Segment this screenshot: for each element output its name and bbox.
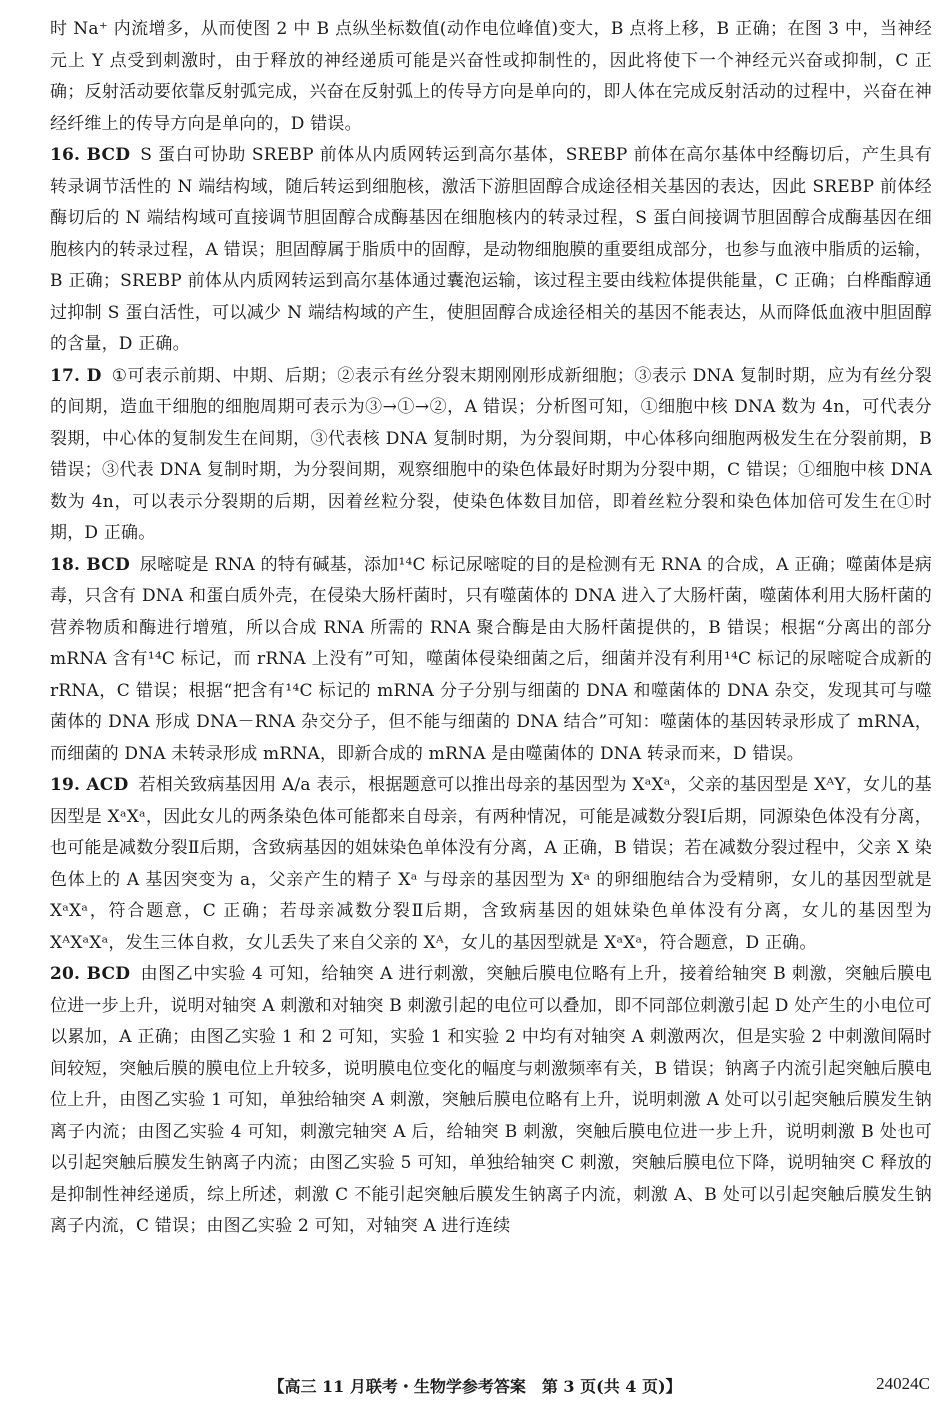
answer-content [50,14,932,1243]
answer-text: 尿嘧啶是 RNA 的特有碱基，添加¹⁴C 标记尿嘧啶的目的是检测有无 RNA 的合成，A 正确；噬菌体是病毒，只含有 DNA 和蛋白质外壳，在侵染大肠杆菌时，只有噬菌体的 DNA 进入了大肠杆菌，噬菌体利用大肠杆菌的营养物质和酶进行增殖，所以合成 RNA 所需的 RNA 聚合酶是由大肠杆菌提供的，B 错误；根据“分离出的部分 mRNA 含有¹⁴C 标记，而 rRNA 上没有”可知，噬菌体侵染细菌之后，细菌并没有利用¹⁴C 标记的尿嘧啶合成新的 rRNA，C 错误；根据“把含有¹⁴C 标记的 mRNA 分子分别与细菌的 DNA 和噬菌体的 DNA 杂交，发现其可与噬菌体的 DNA 形成 DNA－RNA 杂交分子，但不能与细菌的 DNA 结合”可知：噬菌体的基因转录形成了 mRNA，而细菌的 DNA 未转录形成 mRNA，即新合成的 mRNA 是由噬菌体的 DNA 转录而来，D 错误。 [50,554,932,764]
answer-item-18 [50,550,932,771]
answer-item-16 [50,140,932,361]
continuation-paragraph: 时 Na⁺ 内流增多，从而使图 2 中 B 点纵坐标数值(动作电位峰值)变大，B 点将上移，B 正确；在图 3 中，当神经元上 Y 点受到刺激时，由于释放的神经递质可能是兴奋性或抑制性的，因此将使下一个神经元兴奋或抑制，C 正确；反射活动要依靠反射弧完成，兴奋在反射弧上的传导方向是单向的，即人体在完成反射活动的过程中，兴奋在神经纤维上的传导方向是单向的，D 错误。 [50,19,932,134]
answer-number: 20. BCD [50,964,131,984]
page-footer [0,1372,950,1402]
answer-number: 16. BCD [50,145,131,165]
footer-code: 24024C [876,1374,930,1393]
answer-item-17 [50,361,932,550]
answer-text: 由图乙中实验 4 可知，给轴突 A 进行刺激，突触后膜电位略有上升，接着给轴突 B 刺激，突触后膜电位进一步上升，说明对轴突 A 刺激和对轴突 B 刺激引起的电位可以叠加，即不同部位刺激引起 D 处产生的小电位可以累加，A 正确；由图乙实验 1 和 2 可知，实验 1 和实验 2 中均有对轴突 A 刺激两次，但是实验 2 中刺激间隔时间较短，突触后膜的膜电位上升较多，说明膜电位变化的幅度与刺激频率有关，B 错误；钠离子内流引起突触后膜电位上升，由图乙实验 1 可知，单独给轴突 A 刺激，突触后膜电位略有上升，说明刺激 A 处可以引起突触后膜发生钠离子内流；由图乙实验 4 可知，刺激完轴突 A 后，给轴突 B 刺激，突触后膜电位进一步上升，说明刺激 B 处也可以引起突触后膜发生钠离子内流；由图乙实验 5 可知，单独给轴突 C 刺激，突触后膜电位下降，说明轴突 C 释放的是抑制性神经递质，综上所述，刺激 C 不能引起突触后膜发生钠离子内流，刺激 A、B 处可以引起突触后膜发生钠离子内流，C 错误；由图乙实验 2 可知，对轴突 A 进行连续 [50,964,932,1236]
answer-number: 18. BCD [50,554,130,575]
footer-title: 【高三 11 月联考・生物学参考答案 第 3 页(共 4 页)】 [268,1377,682,1396]
answer-number: 17. D [50,365,102,386]
answer-number: 19. ACD [50,775,129,795]
answer-item-20 [50,959,932,1243]
answer-text: S 蛋白可协助 SREBP 前体从内质网转运到高尔基体，SREBP 前体在高尔基体中经酶切后，产生具有转录调节活性的 N 端结构域，随后转运到细胞核，激活下游胆固醇合成途径相关基因的表达，因此 SREBP 前体经酶切后的 N 端结构域可直接调节胆固醇合成酶基因在细胞核内的转录过程，S 蛋白间接调节胆固醇合成酶基因在细胞核内的转录过程，A 错误；胆固醇属于脂质中的固醇，是动物细胞膜的重要组成部分，也参与血液中脂质的运输，B 正确；SREBP 前体从内质网转运到高尔基体通过囊泡运输，该过程主要由线粒体提供能量，C 正确；白桦酯醇通过抑制 S 蛋白活性，可以减少 N 端结构域的产生，使胆固醇合成途径相关的基因不能表达，从而降低血液中胆固醇的含量，D 正确。 [50,145,932,354]
answer-text: 若相关致病基因用 A/a 表示，根据题意可以推出母亲的基因型为 XᵃXᵃ，父亲的基因型是 XᴬY，女儿的基因型是 XᵃXᵃ，因此女儿的两条染色体可能都来自母亲，有两种情况，可能是减数分裂Ⅰ后期，同源染色体没有分离，也可能是减数分裂Ⅱ后期，含致病基因的姐妹染色单体没有分离，A 正确，B 错误；若在减数分裂过程中，父亲 X 染色体上的 A 基因突变为 a，父亲产生的精子 Xᵃ 与母亲的基因型为 Xᵃ 的卵细胞结合为受精卵，女儿的基因型就是 XᵃXᵃ，符合题意，C 正确；若母亲减数分裂Ⅱ后期，含致病基因的姐妹染色单体没有分离，女儿的基因型为 XᴬXᵃXᵃ，发生三体自救，女儿丢失了来自父亲的 Xᴬ，女儿的基因型就是 XᵃXᵃ，符合题意，D 正确。 [50,775,932,953]
answer-item-19 [50,770,932,959]
answer-text: ①可表示前期、中期、后期；②表示有丝分裂末期刚刚形成新细胞；③表示 DNA 复制时期，应为有丝分裂的间期，造血干细胞的细胞周期可表示为③→①→②，A 错误；分析图可知，①细胞中核 DNA 数为 4n，可代表分裂期，中心体的复制发生在间期，③代表核 DNA 复制时期，为分裂间期，中心体移向细胞两极发生在分裂前期，B 错误；③代表 DNA 复制时期，为分裂间期，观察细胞中的染色体最好时期为分裂中期，C 错误；①细胞中核 DNA 数为 4n，可以表示分裂期的后期，因着丝粒分裂，使染色体数目加倍，即着丝粒分裂和染色体加倍可发生在①时期，D 正确。 [50,365,932,543]
